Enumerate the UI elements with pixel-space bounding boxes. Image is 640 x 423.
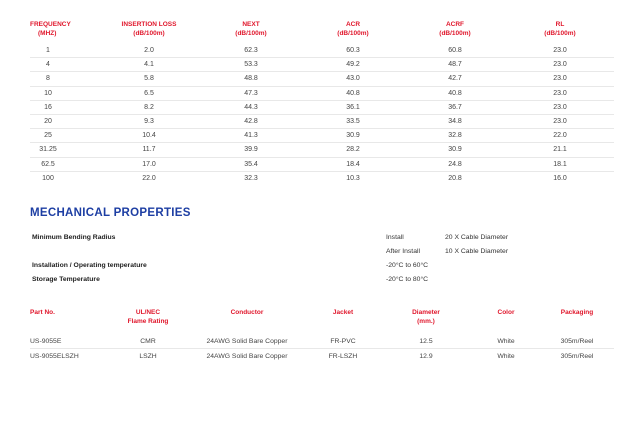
cell-next: 35.4 <box>200 157 302 171</box>
cell-rl: 23.0 <box>506 86 614 100</box>
col-header-conductor: Conductor <box>230 309 264 316</box>
col-header-insertion-loss: INSERTION LOSS (dB/100m) <box>121 21 177 37</box>
cell-rl: 21.1 <box>506 143 614 157</box>
cell-acr: 28.2 <box>302 143 404 157</box>
cell-acrf: 36.7 <box>404 100 506 114</box>
cell-rl: 23.0 <box>506 100 614 114</box>
after-install-value: 10 X Cable Diameter <box>445 248 509 255</box>
cell-acrf: 32.8 <box>404 129 506 143</box>
cell-diameter: 12.9 <box>419 352 433 360</box>
cell-rl: 18.1 <box>506 157 614 171</box>
cell-acr: 18.4 <box>302 157 404 171</box>
parts-header-row <box>30 308 614 334</box>
cell-acr: 30.9 <box>302 129 404 143</box>
cell-acrf: 24.8 <box>404 157 506 171</box>
cell-insertion-loss: 8.2 <box>98 100 200 114</box>
cell-acr: 43.0 <box>302 72 404 86</box>
storage-temperature-label: Storage Temperature <box>32 276 100 283</box>
cell-diameter: 12.5 <box>380 334 472 349</box>
col-header-diameter: Diameter (mm.) <box>412 309 440 325</box>
cell-frequency: 1 <box>30 44 98 58</box>
electrical-row <box>30 143 614 157</box>
electrical-row <box>30 58 614 72</box>
col-header-color: Color <box>497 309 515 316</box>
mechanical-properties-title: MECHANICAL PROPERTIES <box>30 207 191 219</box>
electrical-row <box>30 171 614 185</box>
cell-rl: 23.0 <box>506 44 614 58</box>
cell-packaging: 305m/Reel <box>540 334 614 349</box>
cell-insertion-loss: 2.0 <box>98 44 200 58</box>
cell-color: White <box>497 352 515 360</box>
part-row <box>30 349 614 364</box>
cell-conductor: 24AWG Solid Bare Copper <box>206 352 288 360</box>
cell-next: 48.8 <box>200 72 302 86</box>
storage-temperature-value: -20°C to 80°C <box>386 276 429 283</box>
cell-insertion-loss: 5.8 <box>98 72 200 86</box>
operating-temperature-label: Installation / Operating temperature <box>32 262 147 269</box>
cell-frequency: 62.5 <box>30 157 98 171</box>
cell-rl: 23.0 <box>506 114 614 128</box>
cell-insertion-loss: 17.0 <box>98 157 200 171</box>
cell-next: 44.3 <box>200 100 302 114</box>
cell-next: 53.3 <box>200 58 302 72</box>
install-label: Install <box>386 234 404 241</box>
cell-flame-rating: CMR <box>108 334 188 349</box>
cell-insertion-loss: 6.5 <box>98 86 200 100</box>
cell-acrf: 48.7 <box>404 58 506 72</box>
col-header-acr: ACR (dB/100m) <box>337 21 369 37</box>
cell-next: 62.3 <box>200 44 302 58</box>
cell-part-no: US-9055E <box>30 334 108 349</box>
cell-frequency: 20 <box>30 114 98 128</box>
cell-next: 42.8 <box>200 114 302 128</box>
cell-insertion-loss: 9.3 <box>98 114 200 128</box>
cell-frequency: 31.25 <box>30 143 98 157</box>
cell-next: 47.3 <box>200 86 302 100</box>
cell-acrf: 42.7 <box>404 72 506 86</box>
cell-acrf: 30.9 <box>404 143 506 157</box>
cell-frequency: 100 <box>42 174 54 182</box>
cell-insertion-loss: 11.7 <box>98 143 200 157</box>
cell-packaging: 305m/Reel <box>560 352 594 360</box>
cell-jacket: FR-LSZH <box>328 352 358 360</box>
electrical-properties-table <box>30 20 614 185</box>
electrical-header-row <box>30 20 614 44</box>
cell-frequency: 16 <box>30 100 98 114</box>
cell-acrf: 34.8 <box>404 114 506 128</box>
cell-frequency: 4 <box>30 58 98 72</box>
cell-part-no: US-9055ELSZH <box>30 352 79 360</box>
electrical-row <box>30 157 614 171</box>
cell-rl: 22.0 <box>506 129 614 143</box>
cell-next: 41.3 <box>200 129 302 143</box>
cell-acr: 40.8 <box>302 86 404 100</box>
cell-acrf: 20.8 <box>448 174 462 182</box>
after-install-label: After Install <box>386 248 420 255</box>
electrical-row <box>30 72 614 86</box>
operating-temperature-value: -20°C to 60°C <box>386 262 429 269</box>
cell-acrf: 40.8 <box>404 86 506 100</box>
cell-frequency: 25 <box>30 129 98 143</box>
col-header-frequency: FREQUENCY (MHZ) <box>30 21 71 37</box>
electrical-row <box>30 86 614 100</box>
cell-conductor: 24AWG Solid Bare Copper <box>188 334 306 349</box>
electrical-row <box>30 100 614 114</box>
electrical-row <box>30 129 614 143</box>
cell-color: White <box>472 334 540 349</box>
cell-acr: 10.3 <box>346 174 360 182</box>
cell-frequency: 10 <box>30 86 98 100</box>
part-numbers-table <box>30 308 614 363</box>
col-header-jacket: Jacket <box>332 309 354 316</box>
cell-acr: 49.2 <box>302 58 404 72</box>
cell-acr: 36.1 <box>302 100 404 114</box>
col-header-rl: RL (dB/100m) <box>544 21 576 37</box>
cell-acrf: 60.8 <box>404 44 506 58</box>
cell-flame-rating: LSZH <box>139 352 157 360</box>
col-header-packaging: Packaging <box>560 309 594 316</box>
cell-insertion-loss: 10.4 <box>98 129 200 143</box>
cell-rl: 23.0 <box>506 58 614 72</box>
part-row <box>30 334 614 349</box>
col-header-part-no: Part No. <box>30 309 55 316</box>
cell-acr: 33.5 <box>302 114 404 128</box>
col-header-next: NEXT (dB/100m) <box>235 21 267 37</box>
install-value: 20 X Cable Diameter <box>445 234 509 241</box>
cell-jacket: FR-PVC <box>306 334 380 349</box>
cell-rl: 16.0 <box>553 174 567 182</box>
bending-radius-label: Minimum Bending Radius <box>32 234 116 241</box>
cell-rl: 23.0 <box>506 72 614 86</box>
cell-insertion-loss: 4.1 <box>98 58 200 72</box>
cell-acr: 60.3 <box>302 44 404 58</box>
electrical-row <box>30 114 614 128</box>
col-header-flame-rating: UL/NEC Flame Rating <box>127 309 169 325</box>
cell-next: 39.9 <box>200 143 302 157</box>
cell-frequency: 8 <box>30 72 98 86</box>
col-header-acrf: ACRF (dB/100m) <box>439 21 471 37</box>
cell-insertion-loss: 22.0 <box>142 174 156 182</box>
electrical-row <box>30 44 614 58</box>
cell-next: 32.3 <box>244 174 258 182</box>
